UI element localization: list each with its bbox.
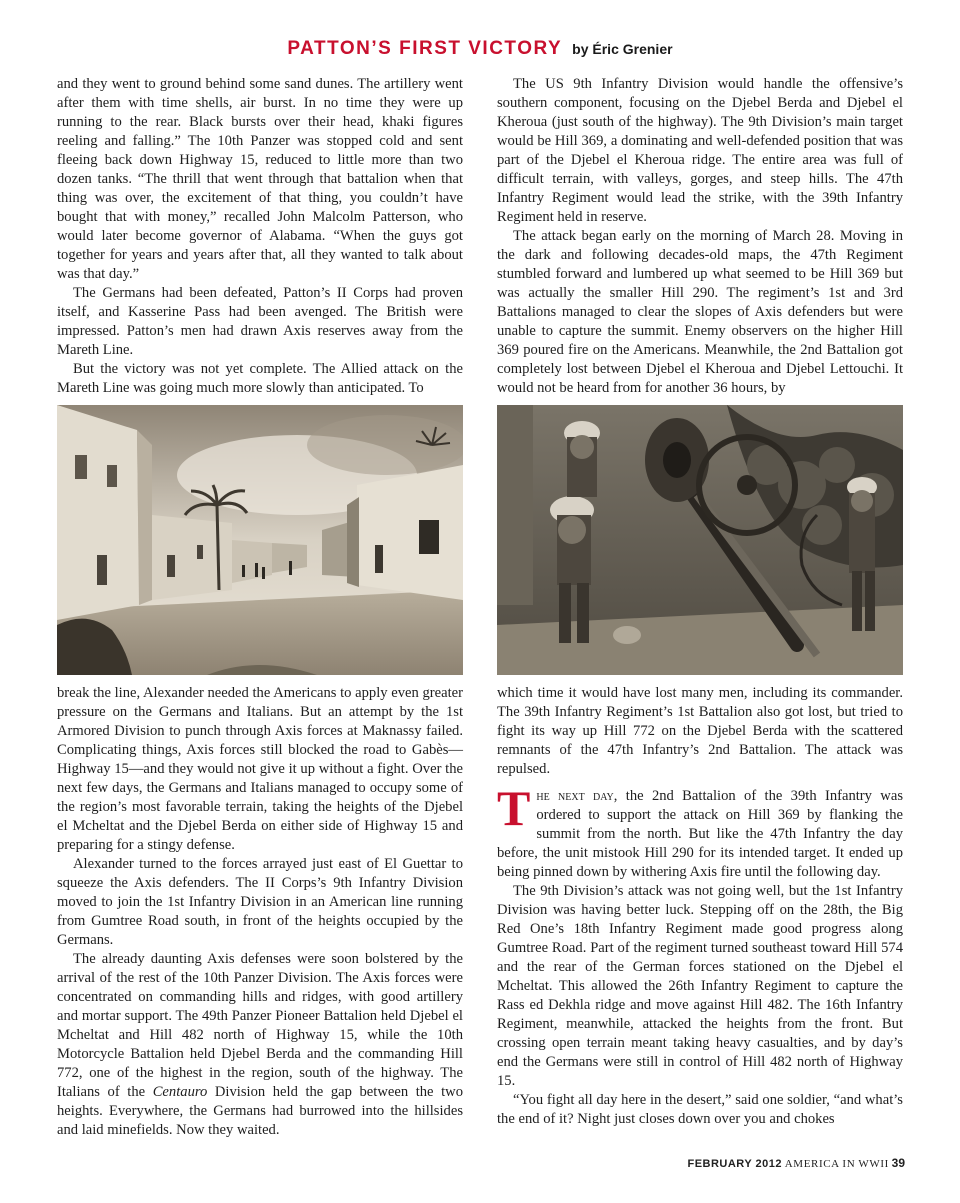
paragraph: The US 9th Infantry Division would handle the offensive’s southern component, focusing on the Djebel Berda and Djebel el Kheroua (just south of the highway). The 9th Division’s main target would be Hill 369, a dominating and well-defended position that was part of the Djebel el Kheroua ridge. The entire area was full of difficult terrain, with valleys, gorges, and steep hills. The 47th Infantry Regiment would lead the strike, with the 39th Infantry Regiment held in reserve. xyxy=(497,76,903,225)
drop-cap: T xyxy=(497,780,531,836)
paragraph: But the victory was not yet complete. The Allied attack on the Mareth Line was going much more slowly than anticipated. To xyxy=(57,361,463,396)
left-column-bottom xyxy=(57,684,463,1140)
paragraph: Alexander turned to the forces arrayed just east of El Guettar to squeeze the Axis defenders. The II Corps’s 9th Infantry Division moved to join the 1st Infantry Division in an American line running from Gumtree Road south, in front of the heights occupied by the Germans. xyxy=(57,856,463,948)
artillery-crew-photo xyxy=(497,405,903,675)
magazine-name: AMERICA IN WWII xyxy=(784,1158,889,1170)
lead-in: he next day, xyxy=(536,788,618,804)
issue-date: FEBRUARY 2012 xyxy=(687,1158,783,1170)
page-footer xyxy=(687,1156,905,1170)
paragraph: “You fight all day here in the desert,” said one soldier, “and what’s the end of it? Night just closes down over you and chokes xyxy=(497,1092,903,1127)
paragraph: break the line, Alexander needed the Americans to apply even greater pressure on the Germans and Italians. But an attempt by the 1st Armored Division to punch through Axis forces at Maknassy failed. Complicating things, Axis forces still blocked the road to Gabès—Highway 15—and they would not give it up without a fight. Over the next few days, the Germans and Italians managed to occupy some of the region’s most favorable terrain, taking the heights of the Djebel el Mcheltat and the Djebel Berda on either side of Highway 15 and preparing for a stingy defense. xyxy=(57,685,463,853)
right-column-top xyxy=(497,75,903,398)
paragraph-text: Division held the gap between the two heights. Everywhere, the Germans had burrowed into the hillsides and laid minefields. Now they waited. xyxy=(57,1084,464,1138)
page-number: 39 xyxy=(891,1156,905,1170)
paragraph-text: the 2nd Battalion of the 39th Infantry was ordered to support the attack on Hill 369 by flanking the summit from the north. But like the 47th Infantry the day before, the unit mistook Hill 290 for its intended target. It ended up being pinned down by withering Axis fire until the following day. xyxy=(497,788,904,880)
paragraph xyxy=(497,780,904,882)
paragraph: and they went to ground behind some sand dunes. The artillery went after them with time shells, air burst. In no time they were up running to the rear. Black bursts over their head, khaki figures reeling and falling.” The 10th Panzer was stopped cold and sent fleeing back down Highway 15, reduced to little more than two dozen tanks. “The thrill that went through that battalion when that thing was over, the excitement of that thing, you couldn’t have bought that with money,” recalled John Malcolm Patterson, who would later become governor of Alabama. “When the guys got together for years and years after that, all they wanted to talk about was that day.” xyxy=(57,76,463,282)
article-header xyxy=(0,38,960,60)
article-title: PATTON’S FIRST VICTORY xyxy=(287,38,563,59)
left-column-top xyxy=(57,75,463,398)
paragraph: The 9th Division’s attack was not going well, but the 1st Infantry Division was having better luck. Stepping off on the 28th, the Big Red One’s 18th Infantry Regiment made good progress along Gumtree Road. Part of the regiment turned southeast toward Hill 574 and the rear of the German forces stationed on the Djebel el Mcheltat. This allowed the 26th Infantry Regiment to capture the Rass ed Dekhla ridge and move against Hill 482. The 16th Infantry Regiment, meanwhile, attacked the heights from the front. But crossing open terrain meant taking heavy casualties, and by day’s end the Germans were still in control of Hill 482 north of Highway 15. xyxy=(497,883,903,1089)
paragraph: which time it would have lost many men, including its commander. The 39th Infantry Regiment’s 1st Battalion also got lost, but tried to fight its way up Hill 772 on the Djebel Berda with the scattered remnants of the 47th Infantry’s 2nd Battalion. The attack was repulsed. xyxy=(497,685,903,777)
paragraph: The attack began early on the morning of March 28. Moving in the dark and following decades-old maps, the 47th Regiment stumbled forward and lumbered up what seemed to be Hill 369 but was actually the smaller Hill 290. The regiment’s 1st and 3rd Battalions managed to clear the slopes of Axis defenders but were unable to capture the summit. Enemy observers on the higher Hill 369 poured fire on the Americans. Meanwhile, the 2nd Battalion got completely lost between Djebel el Kheroua and Djebel Lettouchi. It would not be heard from for another 36 hours, by xyxy=(497,228,903,396)
right-column-bottom xyxy=(497,684,903,1129)
paragraph: The Germans had been defeated, Patton’s II Corps had proven itself, and Kasserine Pass had been avenged. The British were impressed. Patton’s men had drawn Axis reserves away from the Mareth Line. xyxy=(57,285,463,358)
paragraph xyxy=(57,950,463,1140)
paragraph-text: The already daunting Axis defenses were soon bolstered by the arrival of the rest of the 10th Panzer Division. The Axis forces were concentrated on commanding hills and ridges, with good artillery and mortar support. The 49th Panzer Pioneer Battalion held Djebel el Mcheltat and Hill 482 north of Highway 15, while the 10th Motorcycle Battalion held Djebel Berda and the commanding Hill 772, one of the highest in the region, south of the highway. The Italians of the xyxy=(57,951,463,1100)
village-street-photo xyxy=(57,405,463,675)
division-name: Centauro xyxy=(152,1084,208,1100)
article-byline: by Éric Grenier xyxy=(572,41,673,57)
